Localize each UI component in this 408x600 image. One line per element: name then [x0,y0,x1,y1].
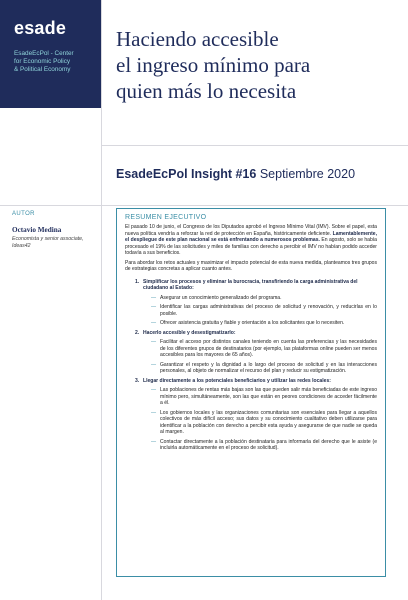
sidebar-header [0,0,101,108]
summary-title: RESUMEN EJECUTIVO [125,214,207,221]
strategy-item [135,279,377,327]
vertical-divider [101,0,102,600]
insight-heading [116,167,355,181]
strategy-number: 1. [135,278,140,285]
sub-item: — Facilitar el acceso por distintos canales teniendo en cuenta las preferencias y las necesidades de los diferentes grupos de destinatarios (por ejemplo, las plataformas online pueden ser menos accesibles para los mayores de 65 años). [151,339,377,359]
intro-1-bold: Lamentablemente, el despliegue de este plan nacional se está enfrentando a numerosos problemas. [125,230,377,243]
sub-item: — Identificar las cargas administrativas del proceso de solicitud y renovación, y reducirlas en lo posible. [151,304,377,317]
summary-intro-1 [125,224,377,257]
insight-label: EsadeEcPol Insight #16 [116,167,257,181]
strategy-heading: Simplificar los procesos y eliminar la burocracia, transfiriendo la carga administrativa del ciudadano al Estado: [143,278,358,291]
summary-intro-2: Para abordar los retos actuales y maximizar el impacto potencial de esta nueva medida, planteamos tres grupos de estrategias concretas a aplicar cuanto antes. [125,259,377,272]
sub-item: — Asegurar un conocimiento generalizado del programa. [151,295,377,302]
author-name: Octavio Medina [12,226,62,234]
strategy-item [135,378,377,452]
strategies-list [125,279,377,452]
sub-item: — Contactar directamente a la población destinataria para informarla del derecho que le asiste (e incluirla automáticamente en el proceso de solicitud). [151,439,377,452]
organization-name: EsadeEcPol - Center for Economic Policy & Political Economy [14,50,74,73]
title-divider [101,145,408,146]
strategy-sublist [143,339,377,375]
strategy-heading: Hacerlo accesible y desestigmatizarlo: [143,329,236,336]
author-role: Economista y senior associate, Ideas42 [12,236,84,249]
executive-summary-box [116,208,386,577]
strategy-sublist [143,295,377,327]
sidebar [0,0,101,600]
intro-1-end: En agosto, solo se había procesado el 19% de las solicitudes y miles de familias con derecho a percibir el IMV no habían podido acceder todavía a sus beneficios. [125,237,377,256]
sub-item: — Las poblaciones de rentas más bajas son las que pueden salir más beneficiadas de este ingreso mínimo pero, simultáneamente, son las que están en peores condiciones de acceder fácilmente a él. [151,387,377,407]
strategy-number: 3. [135,377,140,384]
sub-item: — Garantizar el respeto y la dignidad a lo largo del proceso de solicitud y en las interacciones personales, al objeto de normalizar el recurso del plan y reducir su estigmatización. [151,362,377,375]
author-label: AUTOR [12,211,35,217]
sub-item: — Los gobiernos locales y las organizaciones comunitarias son esenciales para llegar a aquellos colectivos de más difícil acceso; sus datos y su conocimiento cualitativo deben utilizarse para identificar a la población con derecho a percibir esta ayuda y asegurarse de que nadie se queda al margen. [151,410,377,436]
esade-logo: esade [14,18,67,38]
section-divider [0,205,408,206]
strategy-heading: Llegar directamente a los potenciales beneficiarios y utilizar las redes locales: [143,377,331,384]
insight-date: Septiembre 2020 [259,167,356,181]
strategy-sublist [143,387,377,452]
intro-1-text: El pasado 10 de junio, el Congreso de los Diputados aprobó el Ingreso Mínimo Vital (IMV). Sobre el papel, esta nueva política vendría a reforzar la red de protección en España, históricamente deficiente. [125,224,377,237]
sub-item: — Ofrecer asistencia gratuita y fiable y orientación a los solicitantes que lo necesiten. [151,320,377,327]
document-title: Haciendo accesible el ingreso mínimo para quien más lo necesita [116,27,311,103]
strategy-item [135,330,377,375]
strategy-number: 2. [135,329,140,336]
